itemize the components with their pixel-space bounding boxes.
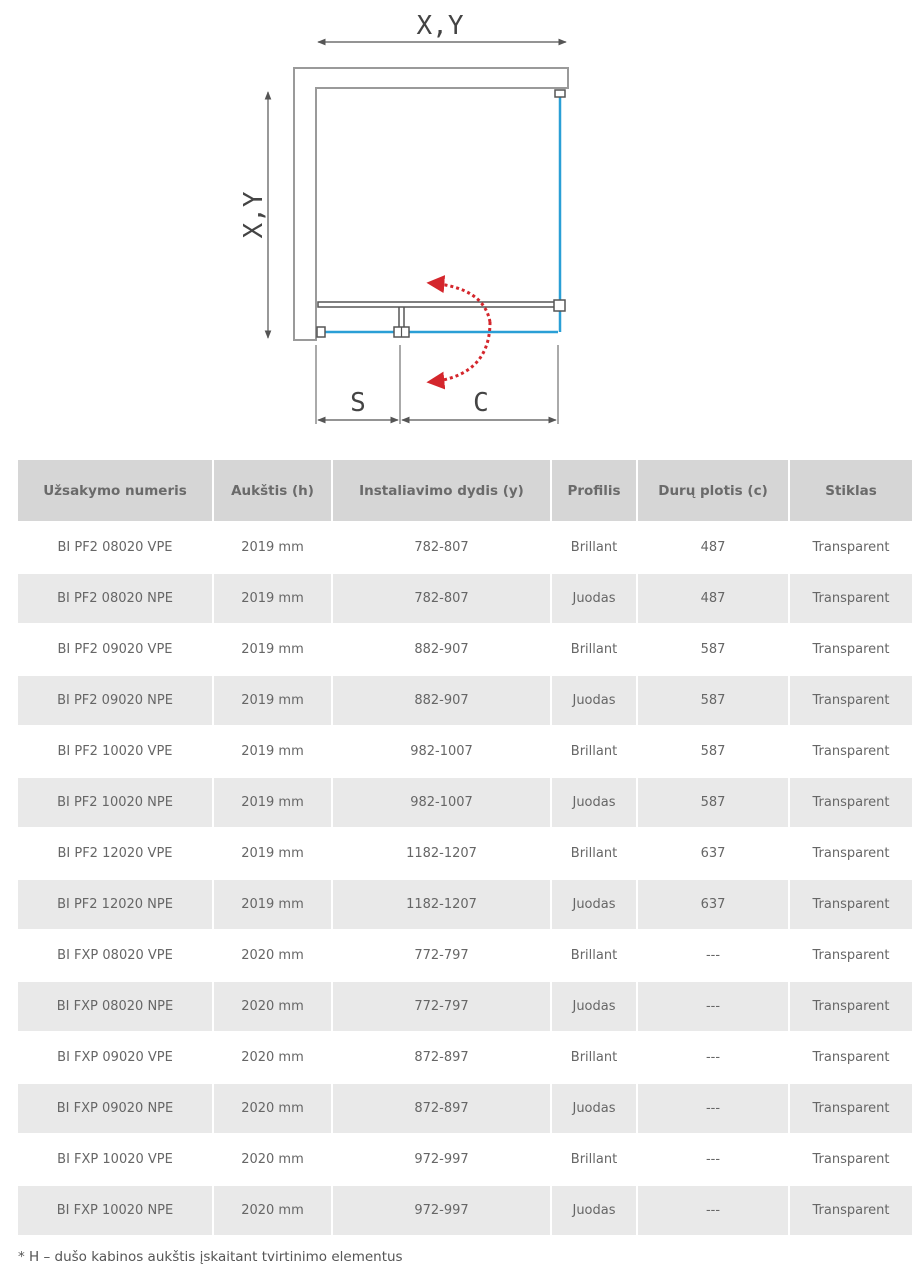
table-cell: 2020 mm xyxy=(214,1031,333,1082)
table-cell: 587 xyxy=(638,776,790,827)
table-cell: Brillant xyxy=(552,725,638,776)
table-cell: Transparent xyxy=(790,1031,912,1082)
table-cell: BI PF2 10020 NPE xyxy=(18,776,214,827)
table-cell: 2019 mm xyxy=(214,827,333,878)
table-cell: Brillant xyxy=(552,1133,638,1184)
table-row xyxy=(18,980,912,1031)
footnote: * H – dušo kabinos aukštis įskaitant tvirtinimo elementus xyxy=(18,1249,403,1265)
table-cell: 972-997 xyxy=(333,1184,552,1235)
table-cell: 2019 mm xyxy=(214,725,333,776)
table-cell: BI FXP 09020 NPE xyxy=(18,1082,214,1133)
table-cell: Juodas xyxy=(552,1184,638,1235)
table-cell: 587 xyxy=(638,623,790,674)
table-cell: 2020 mm xyxy=(214,1133,333,1184)
table-cell: Transparent xyxy=(790,572,912,623)
table-row xyxy=(18,623,912,674)
table-cell: Juodas xyxy=(552,1082,638,1133)
table-cell: 2019 mm xyxy=(214,521,333,572)
table-row xyxy=(18,674,912,725)
table-cell: --- xyxy=(638,1031,790,1082)
table-cell: BI PF2 10020 VPE xyxy=(18,725,214,776)
table-cell: 882-907 xyxy=(333,623,552,674)
table-cell: 982-1007 xyxy=(333,776,552,827)
table-cell: 1182-1207 xyxy=(333,827,552,878)
table-cell: Transparent xyxy=(790,623,912,674)
table-row xyxy=(18,1031,912,1082)
table-cell: Transparent xyxy=(790,1184,912,1235)
table-cell: 587 xyxy=(638,725,790,776)
table-cell: 637 xyxy=(638,878,790,929)
table-cell: Brillant xyxy=(552,1031,638,1082)
table-cell: 882-907 xyxy=(333,674,552,725)
table-cell: 772-797 xyxy=(333,980,552,1031)
table-row xyxy=(18,572,912,623)
table-header-row xyxy=(18,460,912,521)
table-cell: Transparent xyxy=(790,521,912,572)
table-cell: BI PF2 09020 VPE xyxy=(18,623,214,674)
table-cell: BI FXP 09020 VPE xyxy=(18,1031,214,1082)
table-row xyxy=(18,878,912,929)
table-cell: Transparent xyxy=(790,827,912,878)
table-cell: 2020 mm xyxy=(214,1082,333,1133)
table-row xyxy=(18,1133,912,1184)
table-cell: BI FXP 10020 VPE xyxy=(18,1133,214,1184)
table-cell: Transparent xyxy=(790,1133,912,1184)
table-row xyxy=(18,1082,912,1133)
table-cell: --- xyxy=(638,929,790,980)
table-cell: 2019 mm xyxy=(214,572,333,623)
table-cell: 487 xyxy=(638,572,790,623)
table-cell: 982-1007 xyxy=(333,725,552,776)
column-header: Instaliavimo dydis (y) xyxy=(333,460,552,521)
column-header: Stiklas xyxy=(790,460,912,521)
table-cell: 1182-1207 xyxy=(333,878,552,929)
table-cell: Transparent xyxy=(790,929,912,980)
table-row xyxy=(18,1184,912,1235)
table-cell: 2019 mm xyxy=(214,623,333,674)
column-header: Profilis xyxy=(552,460,638,521)
specification-table xyxy=(18,460,912,1235)
table-cell: 772-797 xyxy=(333,929,552,980)
table-cell: Juodas xyxy=(552,776,638,827)
left-wall-bracket xyxy=(317,327,325,337)
table-cell: 782-807 xyxy=(333,572,552,623)
table-cell: BI PF2 08020 NPE xyxy=(18,572,214,623)
table-row xyxy=(18,725,912,776)
table-cell: Transparent xyxy=(790,776,912,827)
table-cell: --- xyxy=(638,980,790,1031)
table-cell: Juodas xyxy=(552,674,638,725)
table-cell: 2019 mm xyxy=(214,776,333,827)
column-header: Aukštis (h) xyxy=(214,460,333,521)
table-cell: Juodas xyxy=(552,572,638,623)
table-cell: Brillant xyxy=(552,623,638,674)
top-wall-bracket xyxy=(555,90,565,97)
table-cell: BI PF2 12020 VPE xyxy=(18,827,214,878)
table-cell: --- xyxy=(638,1133,790,1184)
top-dimension-label: X,Y xyxy=(416,11,464,41)
table-cell: 2020 mm xyxy=(214,929,333,980)
table-cell: BI PF2 08020 VPE xyxy=(18,521,214,572)
door-panel xyxy=(318,302,556,307)
table-row xyxy=(18,521,912,572)
table-cell: Transparent xyxy=(790,878,912,929)
column-header: Durų plotis (c) xyxy=(638,460,790,521)
wall-frame xyxy=(294,68,568,340)
table-cell: Transparent xyxy=(790,1082,912,1133)
table-cell: Transparent xyxy=(790,725,912,776)
corner-hinge xyxy=(554,300,565,311)
table-cell: Brillant xyxy=(552,827,638,878)
table-cell: 782-807 xyxy=(333,521,552,572)
s-dimension-label: S xyxy=(350,388,366,418)
column-header: Užsakymo numeris xyxy=(18,460,214,521)
table-cell: Juodas xyxy=(552,980,638,1031)
table-cell: 2020 mm xyxy=(214,1184,333,1235)
table-cell: BI PF2 12020 NPE xyxy=(18,878,214,929)
table-cell: 487 xyxy=(638,521,790,572)
table-cell: 872-897 xyxy=(333,1031,552,1082)
table-cell: --- xyxy=(638,1184,790,1235)
table-cell: 2020 mm xyxy=(214,980,333,1031)
table-cell: BI PF2 09020 NPE xyxy=(18,674,214,725)
table-cell: BI FXP 08020 NPE xyxy=(18,980,214,1031)
table-cell: Juodas xyxy=(552,878,638,929)
table-cell: BI FXP 10020 NPE xyxy=(18,1184,214,1235)
shower-plan-diagram xyxy=(0,0,924,440)
side-dimension-label: X,Y xyxy=(239,191,269,239)
c-dimension-label: C xyxy=(473,388,489,418)
table-cell: Transparent xyxy=(790,980,912,1031)
table-cell: 872-897 xyxy=(333,1082,552,1133)
table-cell: 2019 mm xyxy=(214,878,333,929)
table-cell: 587 xyxy=(638,674,790,725)
table-cell: 2019 mm xyxy=(214,674,333,725)
table-cell: Brillant xyxy=(552,521,638,572)
table-cell: --- xyxy=(638,1082,790,1133)
table-body xyxy=(18,521,912,1235)
table-row xyxy=(18,929,912,980)
table-cell: 972-997 xyxy=(333,1133,552,1184)
table-cell: Brillant xyxy=(552,929,638,980)
table-cell: Transparent xyxy=(790,674,912,725)
table-row xyxy=(18,827,912,878)
table-cell: BI FXP 08020 VPE xyxy=(18,929,214,980)
table-row xyxy=(18,776,912,827)
table-cell: 637 xyxy=(638,827,790,878)
